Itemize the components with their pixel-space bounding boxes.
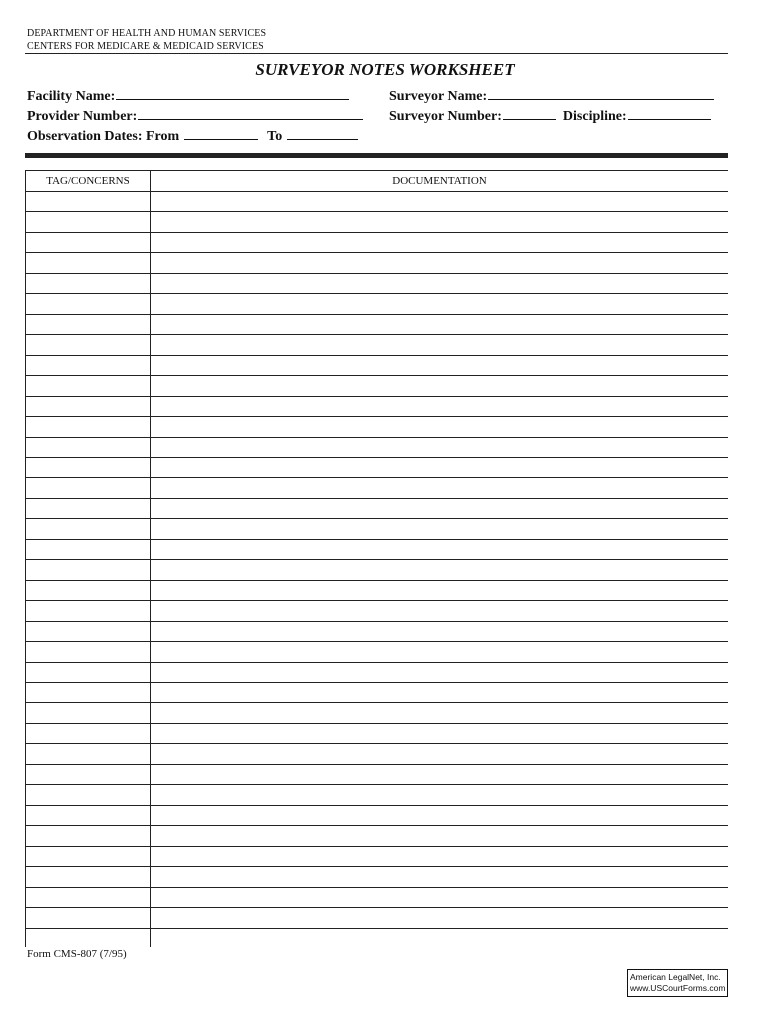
table-row-line — [26, 539, 728, 540]
table-row-line — [26, 784, 728, 785]
observation-to-field[interactable] — [287, 126, 358, 140]
table-row-line — [26, 396, 728, 397]
observation-to-label: To — [267, 129, 283, 144]
agency-line-2: CENTERS FOR MEDICARE & MEDICAID SERVICES — [27, 41, 264, 52]
surveyor-number-field[interactable] — [503, 106, 556, 120]
table-row-line — [26, 293, 728, 294]
publisher-stamp — [627, 969, 728, 997]
table-row-line — [26, 273, 728, 274]
header-row-line — [26, 191, 728, 192]
surveyor-name-label: Surveyor Name: — [389, 89, 488, 104]
table-row-line — [26, 232, 728, 233]
table-row-line — [26, 641, 728, 642]
publisher-url: www.USCourtForms.com — [630, 983, 726, 993]
surveyor-name-field[interactable] — [488, 86, 714, 100]
publisher-name: American LegalNet, Inc. — [630, 972, 721, 982]
agency-line-1: DEPARTMENT OF HEALTH AND HUMAN SERVICES — [27, 28, 267, 39]
provider-number-field[interactable] — [138, 106, 363, 120]
notes-table — [25, 170, 728, 947]
table-row-line — [26, 702, 728, 703]
table-row-line — [26, 498, 728, 499]
table-row-line — [26, 314, 728, 315]
observation-from-field[interactable] — [184, 126, 258, 140]
surveyor-number-label: Surveyor Number: — [389, 109, 502, 124]
tag-concerns-header: TAG/CONCERNS — [46, 175, 130, 187]
facility-name-row — [27, 86, 363, 106]
section-divider — [25, 153, 728, 158]
table-row-line — [26, 252, 728, 253]
discipline-field[interactable] — [628, 106, 711, 120]
right-fields — [389, 86, 714, 126]
table-row-line — [26, 825, 728, 826]
documentation-header: DOCUMENTATION — [392, 175, 487, 187]
form-number: Form CMS-807 (7/95) — [27, 948, 127, 960]
surveyor-number-row — [389, 106, 714, 126]
surveyor-name-row — [389, 86, 714, 106]
table-row-line — [26, 887, 728, 888]
table-row-line — [26, 518, 728, 519]
table-row-line — [26, 723, 728, 724]
facility-name-label: Facility Name: — [27, 89, 116, 104]
discipline-label: Discipline: — [562, 109, 627, 124]
provider-number-label: Provider Number: — [27, 109, 138, 124]
table-row-line — [26, 743, 728, 744]
table-row-line — [26, 764, 728, 765]
observation-from-label: Observation Dates: From — [27, 129, 180, 144]
top-divider — [25, 53, 728, 54]
table-row-line — [26, 477, 728, 478]
table-row-line — [26, 375, 728, 376]
form-title: SURVEYOR NOTES WORKSHEET — [255, 60, 515, 79]
table-row-line — [26, 928, 728, 929]
table-row-line — [26, 907, 728, 908]
table-row-line — [26, 600, 728, 601]
facility-name-field[interactable] — [116, 86, 349, 100]
table-row-line — [26, 211, 728, 212]
table-row-line — [26, 662, 728, 663]
table-row-line — [26, 437, 728, 438]
table-row-line — [26, 416, 728, 417]
table-row-line — [26, 805, 728, 806]
observation-dates-row — [27, 126, 363, 146]
left-fields — [27, 86, 363, 146]
table-row-line — [26, 846, 728, 847]
agency-header — [27, 27, 266, 53]
table-row-line — [26, 334, 728, 335]
table-row-line — [26, 559, 728, 560]
table-row-line — [26, 355, 728, 356]
table-row-line — [26, 682, 728, 683]
provider-number-row — [27, 106, 363, 126]
table-row-line — [26, 621, 728, 622]
table-row-line — [26, 457, 728, 458]
table-row-line — [26, 580, 728, 581]
table-row-line — [26, 866, 728, 867]
